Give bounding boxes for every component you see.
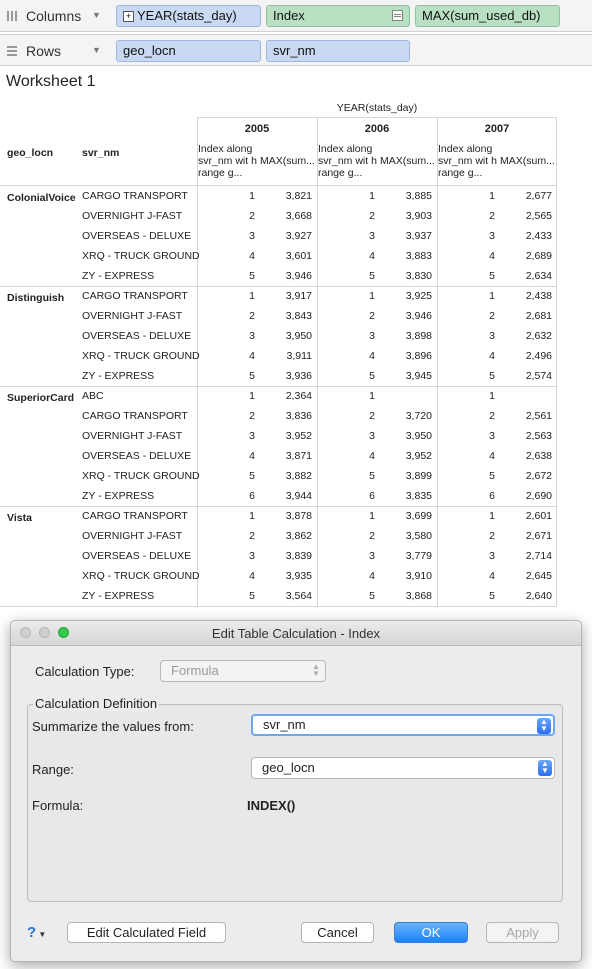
max-value: 3,952 bbox=[285, 430, 312, 442]
top-header: YEAR(stats_day) bbox=[336, 102, 418, 114]
index-value: 5 bbox=[369, 590, 375, 602]
index-value: 4 bbox=[489, 570, 495, 582]
max-value: 3,668 bbox=[285, 210, 312, 222]
max-value: 3,945 bbox=[405, 370, 432, 382]
index-value: 1 bbox=[489, 390, 495, 402]
range-label: Range: bbox=[32, 762, 74, 777]
index-value: 5 bbox=[489, 370, 495, 382]
max-value: 3,944 bbox=[285, 490, 312, 502]
max-value: 2,563 bbox=[525, 430, 552, 442]
help-icon[interactable]: ? ▼ bbox=[27, 924, 47, 941]
index-value: 4 bbox=[249, 350, 255, 362]
max-value: 2,714 bbox=[525, 550, 552, 562]
max-value: 3,898 bbox=[405, 330, 432, 342]
svr-nm-label: OVERNIGHT J-FAST bbox=[82, 530, 183, 542]
expand-plus-icon[interactable]: + bbox=[123, 11, 134, 22]
pill-label: geo_locn bbox=[123, 43, 176, 58]
max-value: 2,638 bbox=[525, 450, 552, 462]
geo-locn-label: Vista bbox=[7, 512, 32, 524]
max-value: 2,601 bbox=[525, 510, 552, 522]
max-value: 3,883 bbox=[405, 250, 432, 262]
svr-nm-label: OVERNIGHT J-FAST bbox=[82, 210, 183, 222]
index-value: 4 bbox=[369, 570, 375, 582]
max-value: 3,835 bbox=[405, 490, 432, 502]
pill-label: MAX(sum_used_db) bbox=[422, 8, 541, 23]
geo-locn-label: SuperiorCard bbox=[7, 392, 75, 404]
dropdown-arrow-icon[interactable]: ▼ bbox=[92, 45, 101, 55]
max-value: 3,843 bbox=[285, 310, 312, 322]
grid-line bbox=[197, 117, 557, 118]
svr-nm-label: ABC bbox=[82, 390, 104, 402]
ok-button[interactable]: OK bbox=[394, 922, 468, 943]
index-value: 4 bbox=[369, 250, 375, 262]
max-value: 2,632 bbox=[525, 330, 552, 342]
index-value: 2 bbox=[489, 410, 495, 422]
max-value: 2,677 bbox=[525, 190, 552, 202]
max-value: 3,927 bbox=[285, 230, 312, 242]
geo-locn-label: Distinguish bbox=[7, 292, 65, 304]
max-value: 3,925 bbox=[405, 290, 432, 302]
index-value: 5 bbox=[369, 370, 375, 382]
measure-header-index: Index along svr_nm wit h range g... bbox=[318, 143, 377, 179]
index-value: 2 bbox=[489, 210, 495, 222]
index-value: 2 bbox=[369, 310, 375, 322]
max-value: 3,601 bbox=[285, 250, 312, 262]
max-value: 2,438 bbox=[525, 290, 552, 302]
index-value: 4 bbox=[489, 250, 495, 262]
svr-nm-label: XRQ - TRUCK GROUND bbox=[82, 470, 200, 482]
max-value: 2,690 bbox=[525, 490, 552, 502]
max-value: 3,885 bbox=[405, 190, 432, 202]
calc-type-value: Formula bbox=[171, 663, 219, 678]
svr-nm-label: CARGO TRANSPORT bbox=[82, 290, 188, 302]
svr-nm-label: OVERSEAS - DELUXE bbox=[82, 330, 192, 342]
year-header: 2007 bbox=[484, 123, 510, 135]
index-value: 6 bbox=[369, 490, 375, 502]
svr-nm-label: CARGO TRANSPORT bbox=[82, 510, 188, 522]
index-value: 4 bbox=[489, 350, 495, 362]
max-value: 3,779 bbox=[405, 550, 432, 562]
index-value: 2 bbox=[249, 530, 255, 542]
index-value: 5 bbox=[249, 270, 255, 282]
max-value: 3,936 bbox=[285, 370, 312, 382]
index-value: 1 bbox=[249, 390, 255, 402]
index-value: 2 bbox=[369, 210, 375, 222]
index-value: 5 bbox=[369, 470, 375, 482]
index-value: 5 bbox=[369, 270, 375, 282]
max-value: 3,935 bbox=[285, 570, 312, 582]
index-value: 1 bbox=[369, 390, 375, 402]
max-value: 3,862 bbox=[285, 530, 312, 542]
measure-header-index: Index along svr_nm wit h range g... bbox=[438, 143, 497, 179]
group-divider bbox=[0, 386, 557, 387]
index-value: 5 bbox=[489, 270, 495, 282]
index-value: 2 bbox=[489, 530, 495, 542]
dialog-titlebar[interactable] bbox=[11, 621, 581, 646]
max-value: 3,950 bbox=[405, 430, 432, 442]
index-value: 4 bbox=[369, 450, 375, 462]
summarize-value: svr_nm bbox=[263, 717, 306, 732]
index-value: 3 bbox=[369, 330, 375, 342]
index-value: 1 bbox=[369, 290, 375, 302]
pill-label: Index bbox=[273, 8, 305, 23]
index-value: 5 bbox=[489, 590, 495, 602]
measure-header-index: Index along svr_nm wit h range g... bbox=[198, 143, 257, 179]
max-value: 3,830 bbox=[405, 270, 432, 282]
index-value: 5 bbox=[489, 470, 495, 482]
year-header: 2006 bbox=[364, 123, 390, 135]
range-select[interactable] bbox=[251, 757, 555, 779]
svr-nm-label: ZY - EXPRESS bbox=[82, 490, 155, 502]
row-header-svr-nm: svr_nm bbox=[82, 147, 120, 159]
calc-type-select bbox=[160, 660, 326, 682]
index-value: 5 bbox=[249, 590, 255, 602]
grid-line bbox=[0, 185, 557, 186]
svr-nm-label: OVERNIGHT J-FAST bbox=[82, 430, 183, 442]
index-value: 4 bbox=[369, 350, 375, 362]
max-value: 2,565 bbox=[525, 210, 552, 222]
pill-label: YEAR(stats_day) bbox=[137, 8, 237, 23]
stepper-icon: ▲ ▼ bbox=[538, 760, 552, 776]
svr-nm-label: CARGO TRANSPORT bbox=[82, 190, 188, 202]
formula-value: INDEX() bbox=[247, 798, 296, 813]
max-value: 2,672 bbox=[525, 470, 552, 482]
max-value: 2,561 bbox=[525, 410, 552, 422]
index-value: 1 bbox=[249, 510, 255, 522]
svr-nm-label: XRQ - TRUCK GROUND bbox=[82, 250, 200, 262]
edit-calculated-field-button[interactable]: Edit Calculated Field bbox=[67, 922, 226, 943]
index-value: 3 bbox=[489, 550, 495, 562]
max-value: 3,878 bbox=[285, 510, 312, 522]
max-value: 3,868 bbox=[405, 590, 432, 602]
index-value: 1 bbox=[489, 510, 495, 522]
grid-line bbox=[0, 606, 557, 607]
index-value: 4 bbox=[249, 250, 255, 262]
max-value: 3,720 bbox=[405, 410, 432, 422]
svr-nm-label: XRQ - TRUCK GROUND bbox=[82, 570, 200, 582]
calc-type-label: Calculation Type: bbox=[35, 664, 135, 679]
index-value: 1 bbox=[489, 290, 495, 302]
index-value: 2 bbox=[249, 210, 255, 222]
help-label: ? bbox=[27, 924, 37, 941]
index-value: 5 bbox=[249, 470, 255, 482]
grid-line bbox=[556, 117, 557, 606]
max-value: 3,836 bbox=[285, 410, 312, 422]
svr-nm-label: ZY - EXPRESS bbox=[82, 590, 155, 602]
svr-nm-label: OVERSEAS - DELUXE bbox=[82, 450, 192, 462]
grid-line bbox=[317, 117, 318, 606]
max-value: 3,946 bbox=[285, 270, 312, 282]
index-value: 5 bbox=[249, 370, 255, 382]
worksheet-title: Worksheet 1 bbox=[6, 73, 96, 90]
max-value: 3,903 bbox=[405, 210, 432, 222]
svr-nm-label: OVERSEAS - DELUXE bbox=[82, 230, 192, 242]
dialog-title: Edit Table Calculation - Index bbox=[211, 626, 381, 641]
max-value: 2,681 bbox=[525, 310, 552, 322]
index-value: 3 bbox=[249, 550, 255, 562]
max-value: 2,671 bbox=[525, 530, 552, 542]
geo-locn-label: ColonialVoice bbox=[7, 192, 76, 204]
group-divider bbox=[0, 506, 557, 507]
index-value: 4 bbox=[489, 450, 495, 462]
max-value: 2,433 bbox=[525, 230, 552, 242]
max-value: 3,699 bbox=[405, 510, 432, 522]
index-value: 4 bbox=[249, 450, 255, 462]
max-value: 3,937 bbox=[405, 230, 432, 242]
group-divider bbox=[0, 286, 557, 287]
summarize-label: Summarize the values from: bbox=[32, 719, 194, 734]
max-value: 3,896 bbox=[405, 350, 432, 362]
max-value: 2,645 bbox=[525, 570, 552, 582]
max-value: 2,496 bbox=[525, 350, 552, 362]
svr-nm-label: ZY - EXPRESS bbox=[82, 370, 155, 382]
svr-nm-label: ZY - EXPRESS bbox=[82, 270, 155, 282]
index-value: 6 bbox=[489, 490, 495, 502]
index-value: 3 bbox=[249, 430, 255, 442]
index-value: 1 bbox=[369, 510, 375, 522]
apply-button: Apply bbox=[486, 922, 559, 943]
dropdown-arrow-icon[interactable]: ▼ bbox=[92, 10, 101, 20]
index-value: 3 bbox=[369, 550, 375, 562]
measure-header-max: MAX(sum... bbox=[260, 155, 315, 167]
calculation-definition-label: Calculation Definition bbox=[35, 696, 158, 711]
index-value: 3 bbox=[489, 430, 495, 442]
grid-line bbox=[437, 117, 438, 606]
columns-shelf-label: Columns bbox=[26, 8, 82, 24]
rows-shelf-label: Rows bbox=[26, 43, 62, 59]
max-value: 3,946 bbox=[405, 310, 432, 322]
index-value: 1 bbox=[249, 290, 255, 302]
max-value: 2,689 bbox=[525, 250, 552, 262]
max-value: 3,910 bbox=[405, 570, 432, 582]
index-value: 2 bbox=[369, 530, 375, 542]
max-value: 3,821 bbox=[285, 190, 312, 202]
row-header-geo-locn: geo_locn bbox=[7, 147, 54, 159]
edit-table-calculation-dialog bbox=[10, 620, 582, 962]
max-value: 2,640 bbox=[525, 590, 552, 602]
formula-label: Formula: bbox=[32, 798, 84, 813]
pill-label: svr_nm bbox=[273, 43, 316, 58]
max-value: 3,950 bbox=[285, 330, 312, 342]
year-header: 2005 bbox=[244, 123, 270, 135]
index-value: 3 bbox=[489, 330, 495, 342]
max-value: 3,871 bbox=[285, 450, 312, 462]
index-value: 3 bbox=[249, 230, 255, 242]
index-value: 3 bbox=[249, 330, 255, 342]
measure-header-max: MAX(sum... bbox=[380, 155, 435, 167]
max-value: 2,364 bbox=[285, 390, 312, 402]
measure-header-max: MAX(sum... bbox=[500, 155, 555, 167]
range-value: geo_locn bbox=[262, 760, 315, 775]
cancel-button[interactable]: Cancel bbox=[301, 922, 374, 943]
max-value: 3,882 bbox=[285, 470, 312, 482]
max-value: 3,911 bbox=[286, 350, 312, 362]
stepper-icon: ▲ ▼ bbox=[537, 718, 551, 734]
max-value: 3,952 bbox=[405, 450, 432, 462]
max-value: 2,574 bbox=[525, 370, 552, 382]
max-value: 3,917 bbox=[285, 290, 312, 302]
index-value: 2 bbox=[249, 310, 255, 322]
index-value: 1 bbox=[249, 190, 255, 202]
svr-nm-label: XRQ - TRUCK GROUND bbox=[82, 350, 200, 362]
max-value: 3,899 bbox=[405, 470, 432, 482]
index-value: 4 bbox=[249, 570, 255, 582]
svr-nm-label: CARGO TRANSPORT bbox=[82, 410, 188, 422]
max-value: 3,580 bbox=[405, 530, 432, 542]
max-value: 3,564 bbox=[285, 590, 312, 602]
index-value: 2 bbox=[489, 310, 495, 322]
index-value: 3 bbox=[369, 430, 375, 442]
index-value: 3 bbox=[489, 230, 495, 242]
index-value: 2 bbox=[369, 410, 375, 422]
svr-nm-label: OVERNIGHT J-FAST bbox=[82, 310, 183, 322]
index-value: 3 bbox=[369, 230, 375, 242]
index-value: 1 bbox=[489, 190, 495, 202]
index-value: 2 bbox=[249, 410, 255, 422]
max-value: 2,634 bbox=[525, 270, 552, 282]
svr-nm-label: OVERSEAS - DELUXE bbox=[82, 550, 192, 562]
index-value: 1 bbox=[369, 190, 375, 202]
stepper-icon: ▲ ▼ bbox=[312, 662, 320, 678]
max-value: 3,839 bbox=[285, 550, 312, 562]
summarize-select[interactable] bbox=[251, 714, 555, 736]
index-value: 6 bbox=[249, 490, 255, 502]
